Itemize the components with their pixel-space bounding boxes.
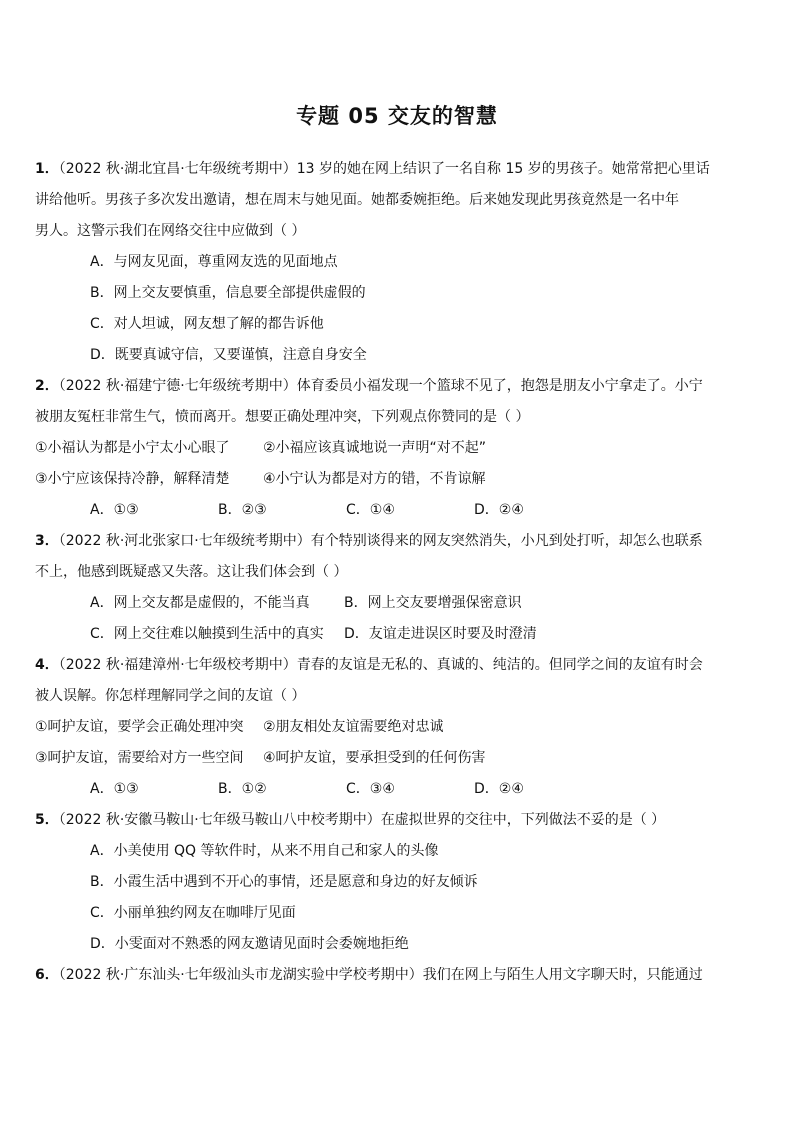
question-stem-line [35, 371, 740, 402]
question-text: 我们在网上与陌生人用文字聊天时，只能通过 [422, 967, 703, 983]
statement-4: ④呵护友谊，要承担受到的任何伤害 [263, 750, 486, 766]
question-2 [35, 371, 740, 526]
option-d: D．小雯面对不熟悉的网友邀请见面时会委婉地拒绝 [90, 936, 409, 952]
option-a: A．网上交友都是虚假的，不能当真 [90, 595, 310, 611]
statement-row [35, 743, 740, 774]
question-stem-line [35, 805, 740, 836]
option-c: C．网上交往难以触摸到生活中的真实 [90, 626, 324, 642]
question-stem-line [35, 154, 740, 185]
statement-row [35, 712, 740, 743]
question-stem-line [35, 526, 740, 557]
question-source: （2022 秋·福建漳州·七年级校考期中） [58, 657, 297, 673]
option-a: A．①③ [90, 781, 139, 797]
statement-row [35, 433, 740, 464]
question-text: 有个特别谈得来的网友突然消失，小凡到处打听，却怎么也联系 [310, 533, 703, 549]
option-b: B．②③ [218, 502, 267, 518]
question-text: 13 岁的她在网上结识了一名自称 15 岁的男孩子。她常常把心里话 [296, 161, 710, 177]
statement-3: ③呵护友谊，需要给对方一些空间 [35, 750, 244, 766]
question-6 [35, 960, 740, 991]
option-row [90, 588, 740, 619]
statement-1: ①小福认为都是小宁太小心眼了 [35, 440, 230, 456]
option-b: B．网上交友要增强保密意识 [344, 595, 522, 611]
option-c: C．对人坦诚，网友想了解的都告诉他 [90, 316, 324, 332]
question-4 [35, 650, 740, 805]
statement-2: ②小福应该真诚地说一声明“对不起” [263, 440, 487, 456]
option-a: A．①③ [90, 502, 139, 518]
option-d: D．友谊走进误区时要及时澄清 [344, 626, 537, 642]
question-3 [35, 526, 740, 650]
statement-2: ②朋友相处友谊需要绝对忠诚 [263, 719, 444, 735]
question-number: 2． [35, 378, 59, 394]
question-stem-line [35, 650, 740, 681]
option-b: B．网上交友要慎重，信息要全部提供虚假的 [90, 285, 366, 301]
question-stem-line: 被人误解。你怎样理解同学之间的友谊（ ） [35, 688, 306, 704]
question-text: 青春的友谊是无私的、真诚的、纯洁的。但同学之间的友谊有时会 [296, 657, 703, 673]
statement-1: ①呵护友谊，要学会正确处理冲突 [35, 719, 244, 735]
option-d: D．②④ [474, 781, 524, 797]
question-stem-line: 被朋友冤枉非常生气，愤而离开。想要正确处理冲突，下列观点你赞同的是（ ） [35, 409, 530, 425]
statement-4: ④小宁认为都是对方的错，不肯谅解 [263, 471, 486, 487]
option-c: C．小丽单独约网友在咖啡厅见面 [90, 905, 296, 921]
option-b: B．小霞生活中遇到不开心的事情，还是愿意和身边的好友倾诉 [90, 874, 478, 890]
question-stem-line: 男人。这警示我们在网络交往中应做到（ ） [35, 223, 306, 239]
option-d: D．②④ [474, 502, 524, 518]
question-source: （2022 秋·湖北宜昌·七年级统考期中） [58, 161, 297, 177]
question-number: 5． [35, 812, 59, 828]
question-list [35, 154, 740, 991]
question-source: （2022 秋·福建宁德·七年级统考期中） [58, 378, 297, 394]
question-number: 6． [35, 967, 59, 983]
question-stem-line: 不上，他感到既疑惑又失落。这让我们体会到（ ） [35, 564, 348, 580]
question-number: 3． [35, 533, 59, 549]
question-number: 1． [35, 161, 59, 177]
option-c: C．①④ [346, 502, 395, 518]
option-b: B．①② [218, 781, 267, 797]
question-source: （2022 秋·安徽马鞍山·七年级马鞍山八中校考期中） [58, 812, 381, 828]
question-source: （2022 秋·河北张家口·七年级统考期中） [58, 533, 311, 549]
option-row [90, 619, 740, 650]
question-number: 4． [35, 657, 59, 673]
option-row [90, 774, 740, 805]
question-5 [35, 805, 740, 960]
question-text: 体育委员小福发现一个篮球不见了，抱怨是朋友小宁拿走了。小宁 [296, 378, 703, 394]
option-a: A．小美使用 QQ 等软件时，从来不用自己和家人的头像 [90, 843, 439, 859]
question-stem-line: 讲给他听。男孩子多次发出邀请，想在周末与她见面。她都委婉拒绝。后来她发现此男孩竟然是一名中年 [35, 192, 679, 208]
question-source: （2022 秋·广东汕头·七年级汕头市龙湖实验中学校考期中） [58, 967, 423, 983]
option-a: A．与网友见面，尊重网友选的见面地点 [90, 254, 338, 270]
option-row [90, 495, 740, 526]
option-c: C．③④ [346, 781, 395, 797]
question-text: 在虚拟世界的交往中，下列做法不妥的是（ ） [380, 812, 666, 828]
question-1 [35, 154, 740, 371]
statement-row [35, 464, 740, 495]
question-stem-line [35, 960, 740, 991]
page-title: 专题 05 交友的智慧 [296, 104, 498, 128]
option-d: D．既要真诚守信，又要谨慎，注意自身安全 [90, 347, 367, 363]
statement-3: ③小宁应该保持冷静，解释清楚 [35, 471, 230, 487]
